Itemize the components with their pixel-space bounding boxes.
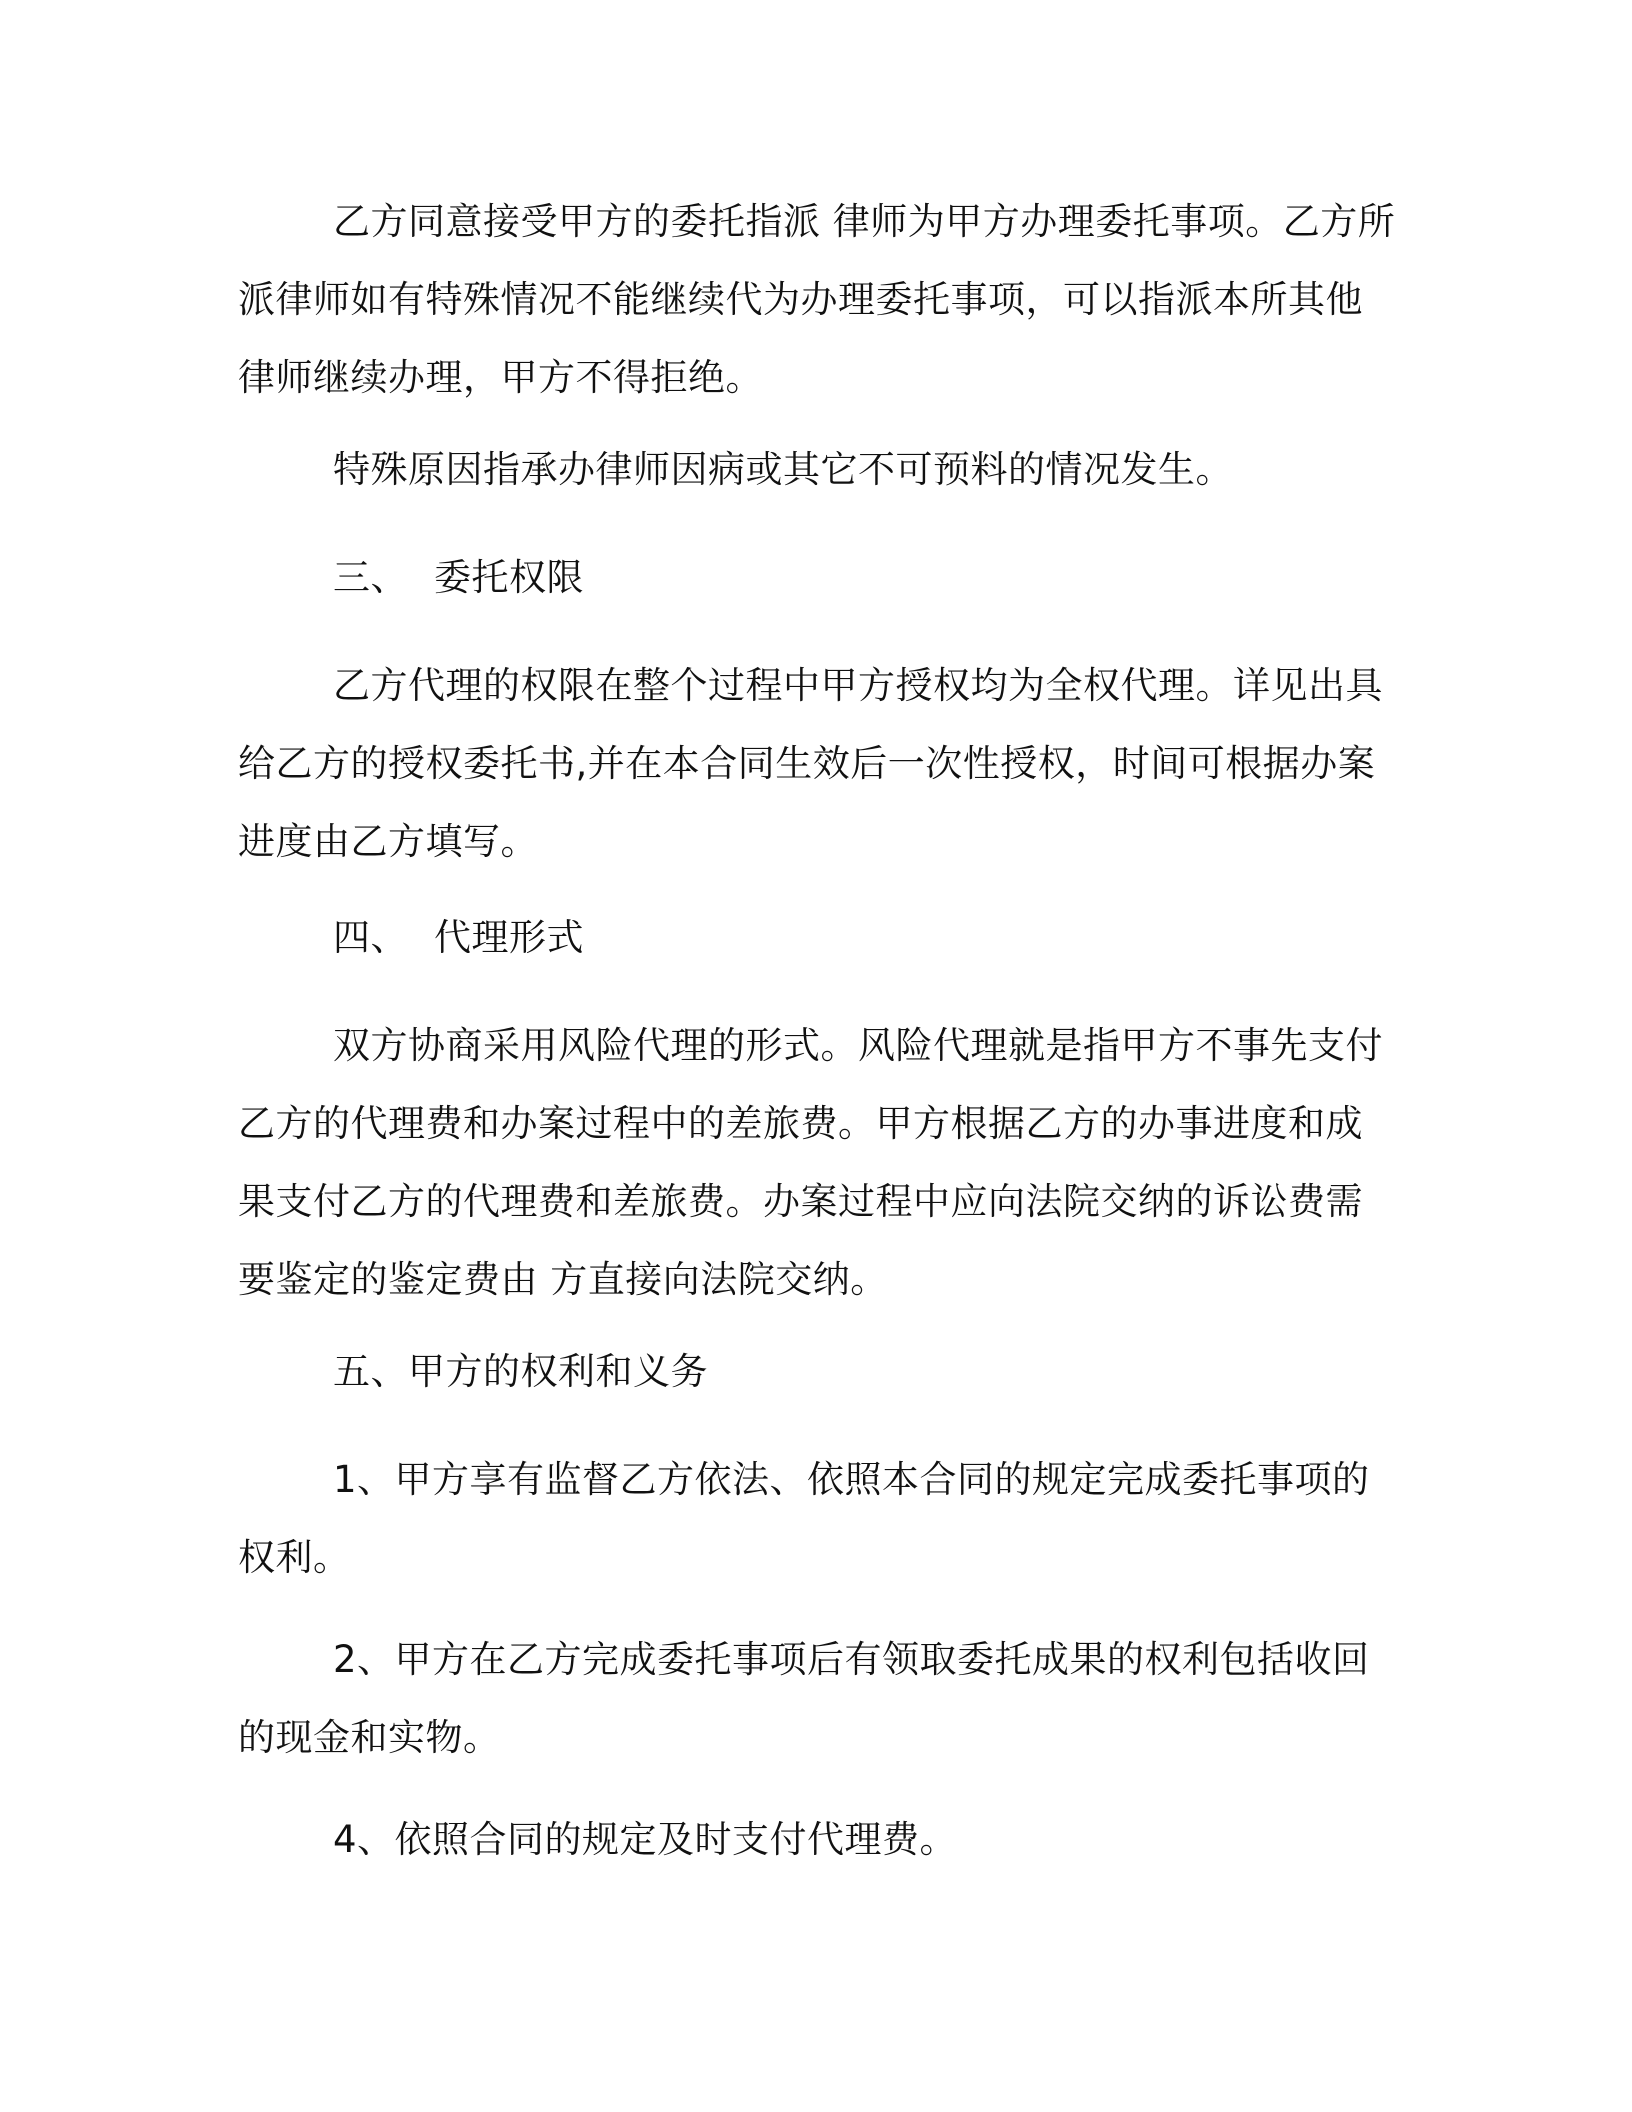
paragraph-line: 双方协商采用风险代理的形式。风险代理就是指甲方不事先支付 [333,1024,1383,1067]
paragraph-line: 2、甲方在乙方完成委托事项后有领取委托成果的权利包括收回 [333,1638,1370,1681]
section-title: 委托权限 [434,556,584,599]
section-heading-3 [238,539,1483,617]
paragraph-right-2 [238,1621,1388,1777]
paragraph-line: 4、依照合同的规定及时支付代理费。 [333,1818,958,1861]
paragraph-right-1 [238,1441,1388,1597]
paragraph-line: 权利。 [238,1536,351,1579]
paragraph-line: 特殊原因指承办律师因病或其它不可预料的情况发生。 [333,448,1233,491]
paragraph-line: 给乙方的授权委托书,并在本合同生效后一次性授权，时间可根据办案 [238,742,1376,785]
section-number: 四、 [333,916,408,959]
paragraph-line: 1、甲方享有监督乙方依法、依照本合同的规定完成委托事项的 [333,1458,1370,1501]
paragraph-line: 果支付乙方的代理费和差旅费。办案过程中应向法院交纳的诉讼费需 [238,1180,1363,1223]
section-heading-5 [238,1333,1388,1411]
section-number: 三、 [333,556,408,599]
section-title: 五、甲方的权利和义务 [333,1350,708,1393]
paragraph-line: 乙方同意接受甲方的委托指派 律师为甲方办理委托事项。乙方所 [333,200,1396,243]
paragraph-line: 进度由乙方填写。 [238,820,538,863]
paragraph-obligation-4 [238,1801,1388,1879]
paragraph-line: 律师继续办理，甲方不得拒绝。 [238,356,763,399]
section-title: 代理形式 [434,916,584,959]
paragraph-line: 的现金和实物。 [238,1716,501,1759]
paragraph-agency-form [238,1007,1388,1319]
paragraph-authority [238,647,1388,881]
paragraph-line: 要鉴定的鉴定费由 方直接向法院交纳。 [238,1258,888,1301]
section-heading-4 [238,899,1483,977]
paragraph-line: 派律师如有特殊情况不能继续代为办理委托事项，可以指派本所其他 [238,278,1363,321]
paragraph-appointment [238,183,1396,417]
paragraph-line: 乙方的代理费和办案过程中的差旅费。甲方根据乙方的办事进度和成 [238,1102,1363,1145]
paragraph-line: 乙方代理的权限在整个过程中甲方授权均为全权代理。详见出具 [333,664,1383,707]
paragraph-special-reason [238,431,1388,509]
